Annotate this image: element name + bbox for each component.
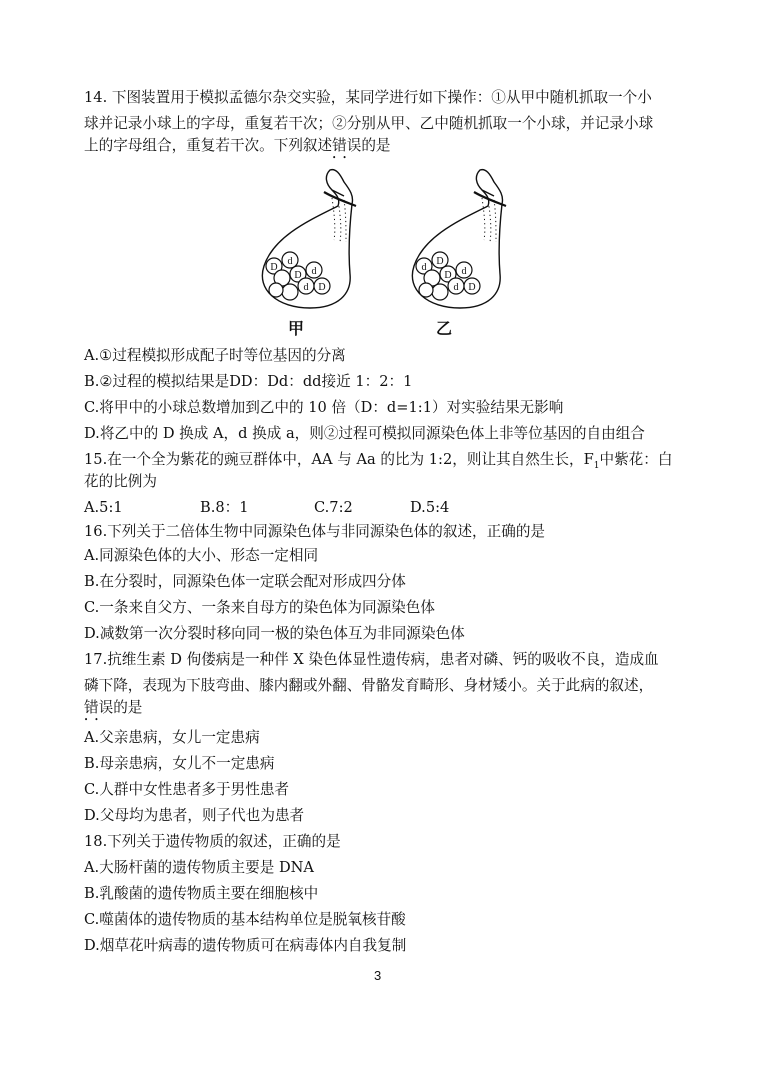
q15-stem-post: 中紫花：白: [599, 451, 673, 468]
q15-option-a: A.5:1: [84, 499, 123, 516]
ball-label-right-4: d: [461, 266, 467, 277]
ball-label-left-1: d: [287, 256, 293, 267]
bags-illustration: [240, 162, 540, 312]
q17-stem-line2: 磷下降，表现为下肢弯曲、膝内翻或外翻、骨骼发育畸形、身材矮小。关于此病的叙述，: [84, 677, 654, 694]
ball-label-left-2: D: [270, 262, 278, 273]
q17-stem-line3-post: 的是: [113, 699, 143, 716]
q15-stem-pre: 15.在一个全为紫花的豌豆群体中，AA 与 Aa 的比为 1:2，则让其自然生长，F: [84, 451, 594, 468]
q16-stem: 16.下列关于二倍体生物中同源染色体与非同源染色体的叙述，正确的是: [84, 523, 546, 540]
ball-label-left-6: D: [318, 282, 326, 293]
ball-label-left-3: D: [294, 270, 302, 281]
q14-option-b: B.②过程的模拟结果是DD：Dd：dd接近 1：2：1: [84, 373, 413, 390]
ball-label-right-5: d: [453, 282, 459, 293]
ball-label-left-4: d: [311, 266, 317, 277]
ball-label-left-5: d: [303, 282, 309, 293]
q18-stem: 18.下列关于遗传物质的叙述，正确的是: [84, 833, 341, 850]
q14-stem-line3: [84, 136, 391, 156]
q15-option-c: C.7:2: [314, 499, 353, 516]
q17-option-a: A.父亲患病，女儿一定患病: [84, 729, 260, 746]
q16-option-c: C.一条来自父方、一条来自母方的染色体为同源染色体: [84, 599, 435, 616]
q14-figure-bags: [240, 162, 540, 342]
q14-stem-line3-pre: 上的字母组合，重复若干次。下列叙述: [84, 137, 333, 154]
q17-option-c: C.人群中女性患者多于男性患者: [84, 781, 290, 798]
ball-label-right-6: D: [468, 282, 476, 293]
q17-stem-line3: [84, 698, 142, 718]
bag-right-caption: 乙: [436, 319, 453, 338]
q17-option-d: D.父母均为患者，则子代也为患者: [84, 807, 305, 824]
q15-stem-line1: [84, 450, 672, 476]
q15-subscript: 1: [593, 460, 600, 471]
q18-option-a: A.大肠杆菌的遗传物质主要是 DNA: [84, 859, 314, 876]
q18-option-d: D.烟草花叶病毒的遗传物质可在病毒体内自我复制: [84, 937, 407, 954]
q17-option-b: B.母亲患病，女儿不一定患病: [84, 755, 275, 772]
q14-option-a: A.①过程模拟形成配子时等位基因的分离: [84, 347, 346, 364]
q17-emphasis-wrong: 错误 • •: [84, 698, 113, 718]
q14-emphasis-wrong: 错误 • •: [332, 136, 361, 156]
q14-stem-line2: 球并记录小球上的字母，重复若干次；②分别从甲、乙中随机抓取一个小球，并记录小球: [84, 115, 654, 132]
bag-left-caption: 甲: [288, 319, 305, 338]
ball-label-right-3: D: [444, 270, 452, 281]
q16-option-a: A.同源染色体的大小、形态一定相同: [84, 547, 319, 564]
page-number: 3: [374, 968, 382, 983]
q17-stem-line1: 17.抗维生素 D 佝偻病是一种伴 X 染色体显性遗传病，患者对磷、钙的吸收不良，造成血: [84, 651, 659, 668]
q14-option-c: C.将甲中的小球总数增加到乙中的 10 倍（D：d=1:1）对实验结果无影响: [84, 399, 564, 416]
q14-stem-line3-post: 的是: [361, 137, 391, 154]
q18-option-b: B.乳酸菌的遗传物质主要在细胞核中: [84, 885, 319, 902]
q16-option-b: B.在分裂时，同源染色体一定联会配对形成四分体: [84, 573, 406, 590]
q15-option-d: D.5:4: [410, 499, 450, 516]
q14-stem-line1: 14. 下图装置用于模拟孟德尔杂交实验，某同学进行如下操作：①从甲中随机抓取一个小: [84, 89, 652, 106]
ball-label-right-2: d: [421, 262, 427, 273]
ball-label-right-1: D: [436, 256, 444, 267]
q18-option-c: C.噬菌体的遗传物质的基本结构单位是脱氧核苷酸: [84, 911, 406, 928]
q15-stem-line2: 花的比例为: [84, 473, 157, 490]
q16-option-d: D.减数第一次分裂时移向同一极的染色体互为非同源染色体: [84, 625, 465, 642]
q15-option-b: B.8：1: [200, 499, 249, 516]
q15-options-row: [84, 498, 644, 518]
q14-option-d: D.将乙中的 D 换成 A，d 换成 a，则②过程可模拟同源染色体上非等位基因的自由组合: [84, 425, 645, 442]
